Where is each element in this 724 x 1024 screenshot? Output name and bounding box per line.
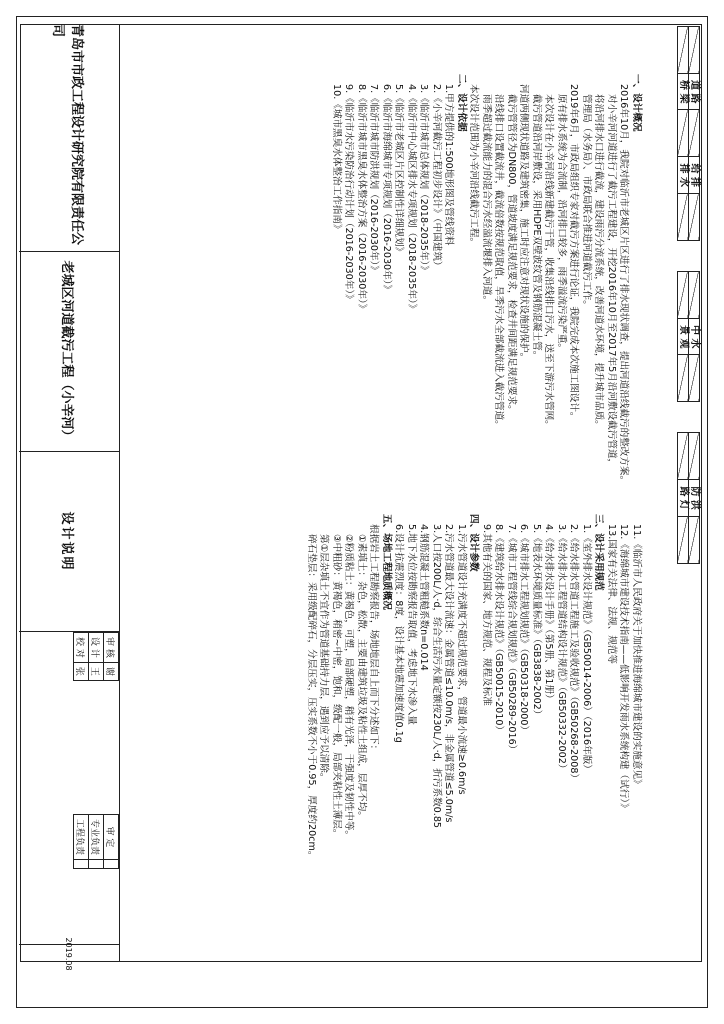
grid-blank [678,110,689,157]
note-line: 7.《城市工程管线综合规划规范》（GB50289-2016） [506,524,517,755]
grid-blank [689,27,700,74]
sign-name [104,860,119,869]
section-heading: 二、设计依据 [456,74,467,132]
grid-blank [689,271,700,318]
grid-label: 给 排 [689,157,700,193]
notes-column-right [305,514,643,954]
note-line: 沿线排口设置截流井，截流倍数按规范取值，旱季污水全部截流进入截污管道。 [493,94,505,430]
company-name: 青岛市市政工程设计研究院有限责任公司 [19,24,119,252]
note-line: 10.《城市黑臭水体整治工作指南》 [331,84,342,234]
note-line: 7.《临沂市城市防洪规划（2016-2030年）》 [368,84,380,275]
note-line: 根据岩土工程勘察报告，场地地层自上而下分述如下： [368,524,380,755]
grid-blank [689,433,700,480]
note-line: 5.地下水位按勘察报告取值，考虑地下水渗入量 [406,524,417,726]
note-line: 12.《海绵城市建设技术指南——低影响开发雨水系统构建（试行）》 [618,524,630,813]
note-line: 5.《临沂市老城区片区控制性详细规划》 [393,84,405,257]
grid-blank [678,27,689,74]
project-name: 老城区河道截污工程（小辛河） [19,252,119,452]
sign-name: 王 [89,662,104,680]
note-line: 管理局（水务局）、市政局联合推进河道截污工作。 [581,94,592,310]
note-line: 4.《临沂市中心城区排水专项规划（2018-2035年）》 [406,84,417,314]
note-line: 本次设计范围为小辛河沿线截污工程。 [468,84,480,248]
discipline-grid [677,26,700,564]
note-line: ①素填土：杂色，松散，主要由建筑垃圾及粘性土组成，层厚不均。 [356,534,367,821]
note-line: 6.《城市排水工程规划规范》（GB50318-2000） [518,524,530,736]
grid-label: 桥 梁 [678,74,689,110]
section-heading: 一、设计概况 [631,74,642,132]
grid-label: 景 观 [678,318,689,354]
note-line: 4.《给水排水设计手册》（第5册、第1册） [543,524,555,704]
note-line: 3.《临沂市城市总体规划（2018-2035年）》 [418,84,430,275]
note-line: 2.污水管道最大设计流速：金属管道≤10.0m/s，非金属管道≤5.0m/s [443,524,455,823]
note-line: 第①层杂填土不宜作为管道基础持力层，遇到应予以清除。 [318,534,330,783]
grid-label: 中 水 [689,318,700,354]
note-line: 原有排水系统为合流制，沿河排口较多，雨季溢流污染严重。 [556,94,567,354]
drawing-meta [19,937,119,971]
note-line: 河道两侧现状道路及建筑密集，施工时应注意对现状设施的保护。 [518,84,530,363]
note-line: 1.污水管道设计充满度不超过规范要求，管道最小流速≥0.6m/s [456,524,467,795]
note-line: 6.《临沂市海绵城市专项规划（2016-2030年）》 [381,84,392,295]
note-line: 6.设计抗震烈度：8度，设计基本地震加速度值0.1g [393,524,405,743]
note-line: 2016年10月，我院对临沂市老城区片区进行了排水现状调查，提出河道沿线截污的整改方案。 [618,84,630,486]
sheet-title: 设计说明 [19,452,119,632]
note-line: 3.《给水排水工程管道结构设计规范》（GB50332-2002） [556,524,567,774]
note-line: ③中粗砂：黄褐色，稍密~中密，饱和，级配一般，局部夹粘性土薄层。 [331,534,342,839]
sign-name: 谢 [104,662,119,680]
note-line: 13.国家有关法律、法规、规范等 [606,524,617,664]
section-heading: 三、设计采用规范 [593,514,605,591]
grid-blank [689,355,700,402]
grid-blank [678,355,689,402]
sign-name: 张 [74,662,89,680]
grid-label: 排 水 [678,157,689,193]
note-line: 8.《临沂市城市黑臭水体整治方案（2016-2030年）》 [356,84,367,314]
sign-role: 设 计 [89,633,104,663]
sign-role: 审 核 [104,633,119,663]
note-line: 2019年6月，市政局组织专家对截污方案进行论证，我院完成本次施工图设计。 [568,84,580,422]
grid-label: 道 路 [689,74,700,110]
grid-blank [678,193,689,240]
note-line: 碎石垫层：采用级配碎石，分层压实，压实系数不小于0.95，厚度约20cm。 [306,534,317,861]
note-line: 3.人口按200L/人·d，综合生活污水量定额按230L/人·d，折污系数0.85 [431,524,442,829]
sign-table-right [73,814,119,869]
note-line: 1.甲方提供的1:500地形图及管线资料 [443,84,455,246]
title-block [19,24,120,971]
grid-blank [678,271,689,318]
note-line: ②粉质粘土：黄褐色，可塑，局部硬塑，稍有光泽，干强度及韧性中等。 [343,534,355,841]
note-line: 9.《临沂市水污染防治行动计划（2016-2030年）》 [343,84,355,304]
note-line: 9.其他有关的国家、地方规范、规程及标准 [481,524,492,706]
sign-role: 工程负责 [74,815,89,860]
note-line: 4.钢筋混凝土管粗糙系数n=0.014 [418,524,430,671]
sign-name [74,860,89,869]
grid-blank [689,516,700,563]
notes-column-left [330,74,643,508]
grid-blank [689,110,700,157]
sign-role: 专业负责 [89,815,104,860]
note-line: 截污管道沿河岸敷设，采用HDPE双壁波纹管及钢筋混凝土管。 [531,94,542,361]
grid-label: 路 灯 [678,480,689,516]
note-line: 11.《临沂市人民政府关于加快推进海绵城市建设的实施意见》 [631,524,642,789]
sign-role: 审 定 [104,815,119,860]
grid-blank [678,516,689,563]
note-line: 将沿河排水口进行截流，建设雨污分流系统，改善河道水环境，提升城市品质。 [593,94,605,430]
grid-blank [678,433,689,480]
grid-label: 防 洪 [689,480,700,516]
drawing-date: 2019.08 [64,937,74,971]
note-line: 2.《小辛河截污工程初步设计》（中国建筑） [431,84,442,271]
sign-name [89,860,104,869]
note-line: 5.《地表水环境质量标准》（GB3838-2002） [531,524,542,720]
grid-blank [689,193,700,240]
note-line: 2.《给水排水管道工程施工及验收规范》（GB50268-2008） [568,524,580,784]
note-line: 截污管管径为DN800，管道坡度满足规范要求，检查井间距满足规范要求。 [506,94,517,415]
note-line: 本次设计在小辛河沿线新建截污干管，收集沿线排口污水，送至下游污水管网。 [543,94,555,430]
note-line: 雨季超过截流能力的混合污水经溢流堰排入河道。 [481,94,492,306]
sign-role: 校 对 [74,633,89,663]
sign-table-left [73,632,119,681]
section-heading: 五、场地工程地质概况 [381,514,392,610]
note-line: 8.《建筑给水排水设计规范》（GB50015-2010） [493,524,505,736]
note-line: 对小辛河河道进行了截污工程建设，开挖2016年10月至2017年5月沿河敷设截污管道， [606,94,617,469]
section-heading: 四、设计参数 [468,514,480,572]
note-line: 1.《室外排水设计规范》（GB50014-2006）（2016年版） [581,524,592,774]
